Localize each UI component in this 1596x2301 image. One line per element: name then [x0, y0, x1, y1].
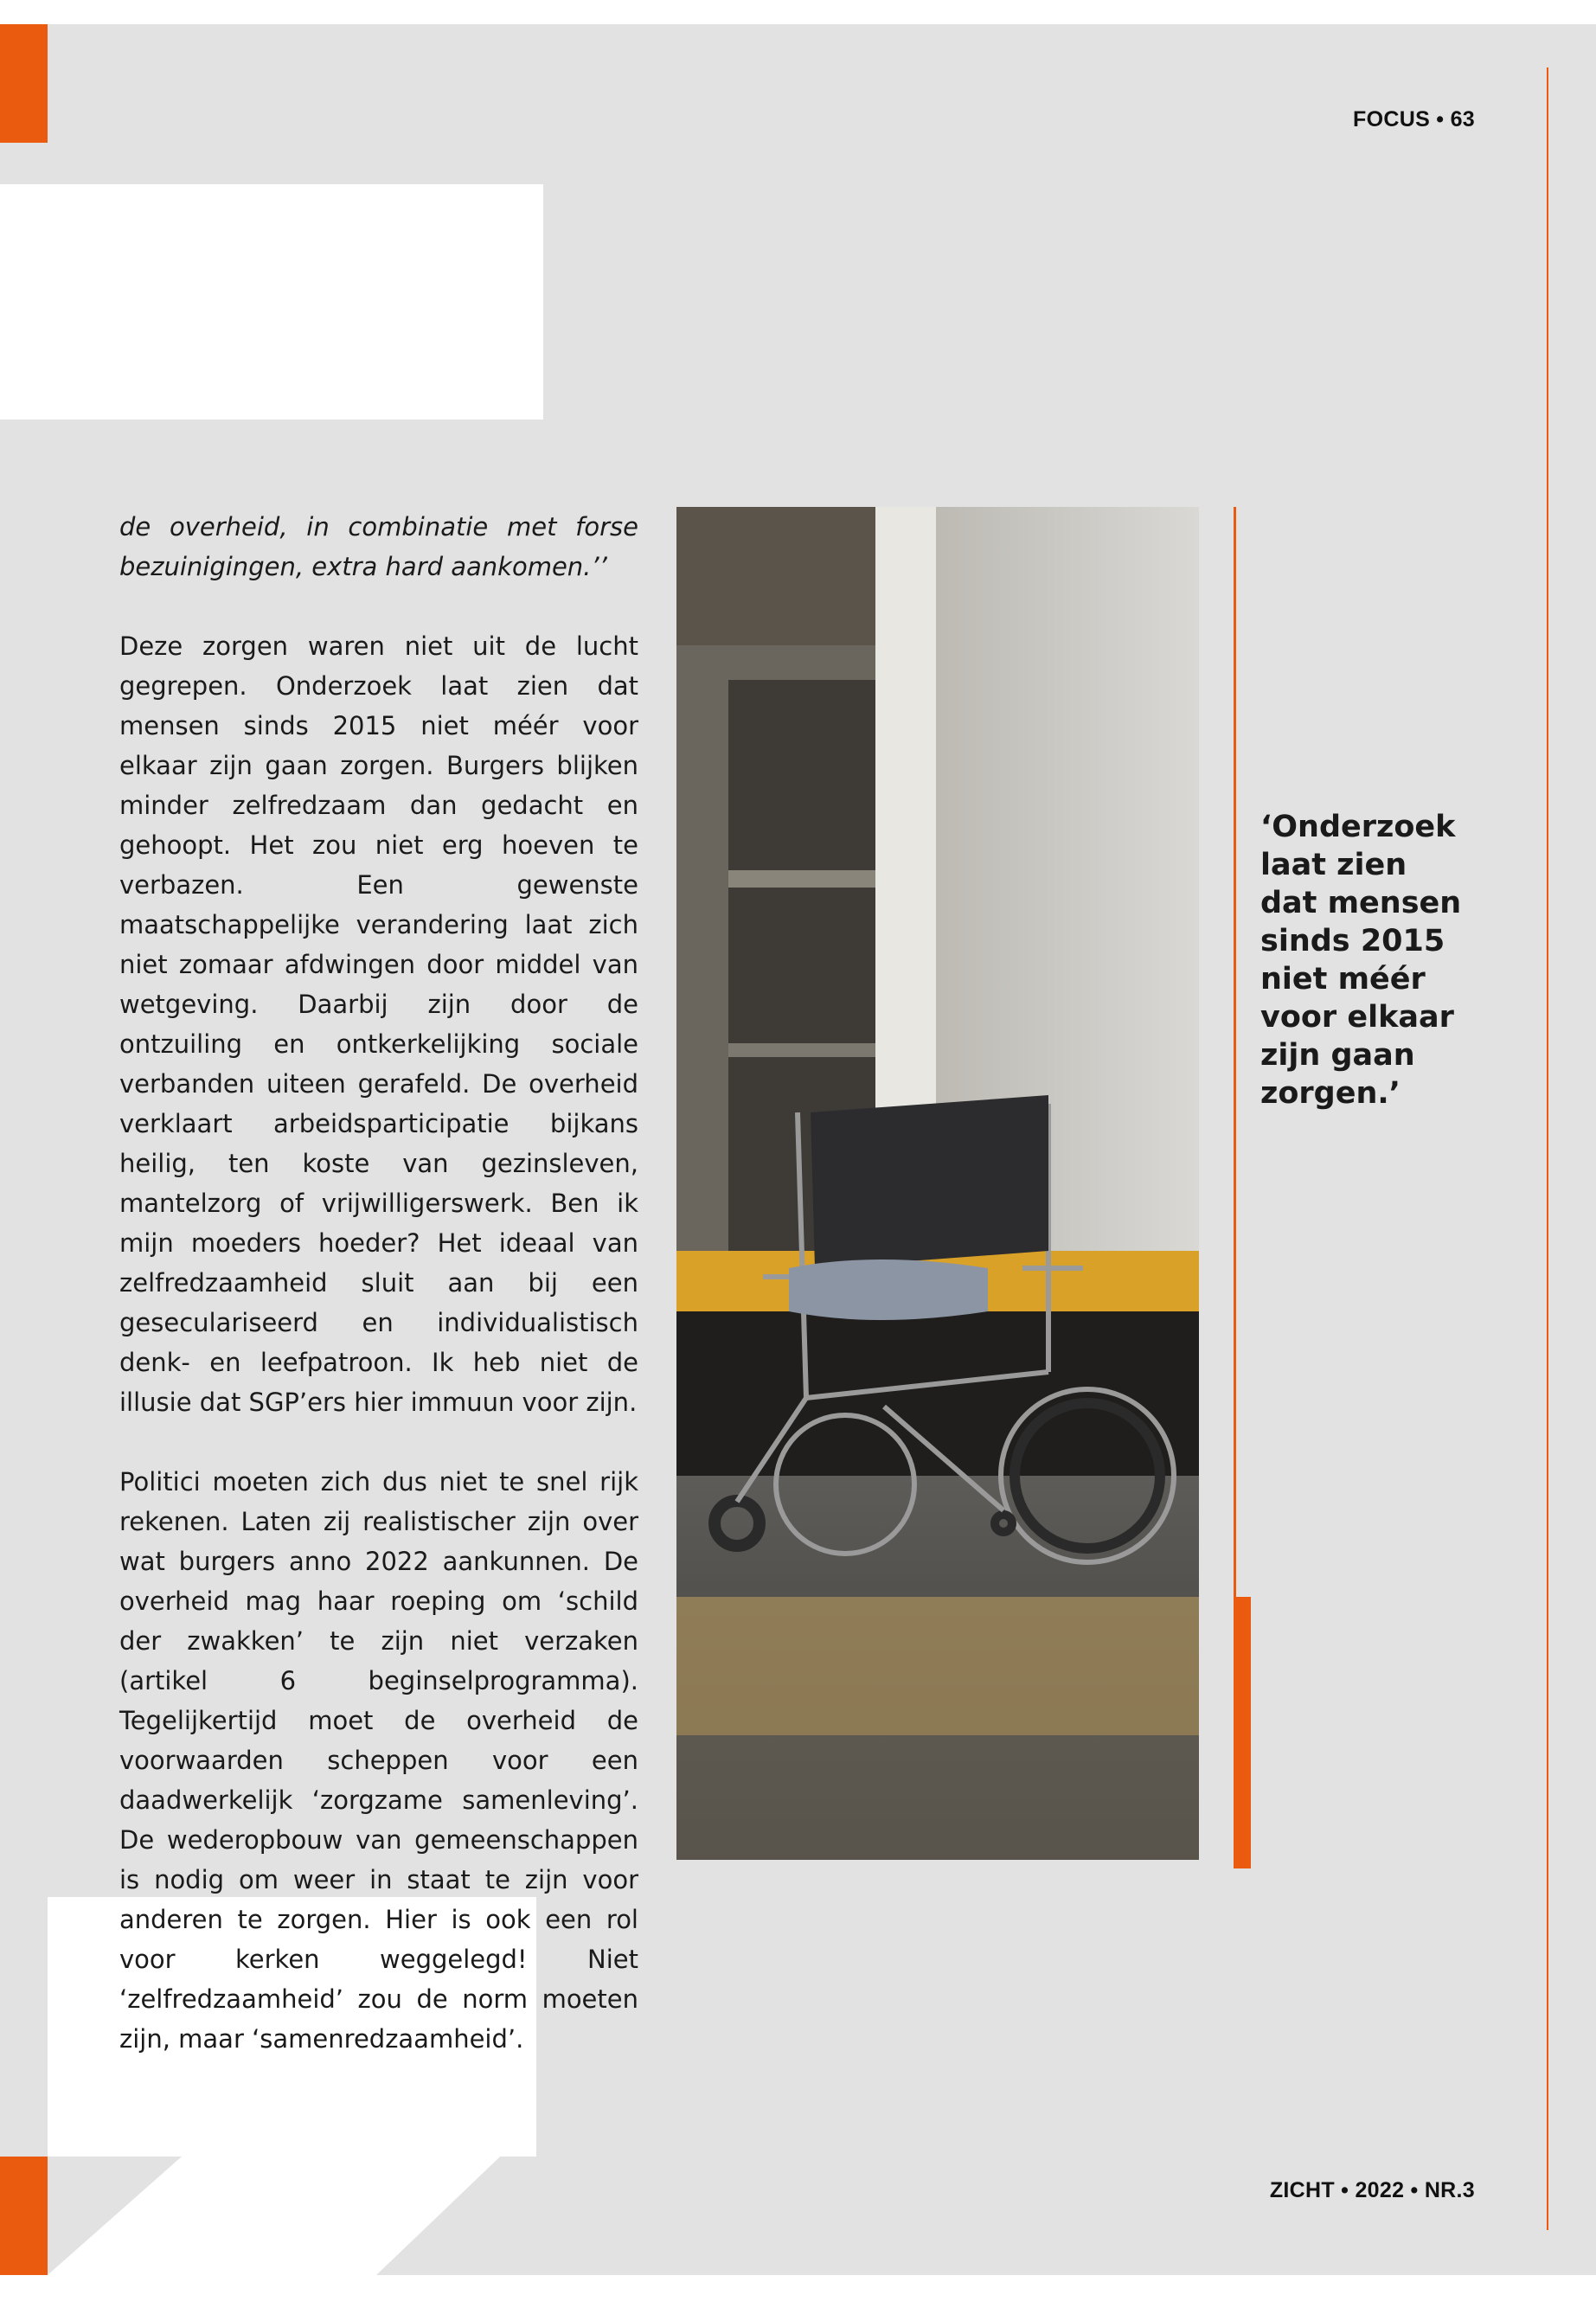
wheelchair-photo	[676, 507, 1199, 1860]
running-footer: ZICHT • 2022 • NR.3	[1269, 2178, 1475, 2202]
pull-quote-line: sinds 2015	[1260, 924, 1445, 958]
article-paragraph: de overheid, in combinatie met forse bezuinigingen, extra hard aankomen.’’	[119, 512, 638, 581]
pull-quote-line: zijn gaan	[1260, 1038, 1415, 1073]
pull-quote-line: zorgen.’	[1260, 1076, 1401, 1111]
article-body	[119, 507, 638, 2099]
wheelchair-illustration	[676, 507, 1199, 1860]
magazine-page	[0, 24, 1596, 2275]
article-paragraph: Politici moeten zich dus niet te snel rijk rekenen. Laten zij realistischer zijn over wat burgers anno 2022 aankunnen. De overheid mag haar roeping om ‘schild der zwakken’ te zijn niet verzaken (artikel 6 beginselprogramma). Tegelijkertijd moet de overheid de voorwaarden scheppen voor een daadwerkelijk ‘zorgzame samenleving’. De wederopbouw van gemeenschappen is nodig om weer in staat te zijn voor anderen te zorgen. Hier is ook een rol voor kerken weggelegd! Niet ‘zelfredzaamheid’ zou de norm moeten zijn, maar ‘samenredzaamheid’.	[119, 1467, 638, 2054]
pull-quote	[1260, 808, 1485, 1112]
margin-rule	[1547, 67, 1548, 2230]
quote-rule	[1234, 507, 1236, 1772]
article-paragraph: Deze zorgen waren niet uit de lucht gegrepen. Onderzoek laat zien dat mensen sinds 2015 niet méér voor elkaar zijn gaan zorgen. Burgers blijken minder zelfredzaam dan gedacht en gehoopt. Het zou niet erg hoeven te verbazen. Een gewenste maatschappelijke verandering laat zich niet zomaar afdwingen door middel van wetgeving. Daarbij zijn door de ontzuiling en ontkerkelijking sociale verbanden uiteen gerafeld. De overheid verklaart arbeidsparticipatie bijkans heilig, ten koste van gezinsleven, mantelzorg of vrijwilligerswerk. Ben ik mijn moeders hoeder? Het ideaal van zelfredzaamheid sluit aan bij een geseculariseerd en individualistisch denk- en leefpatroon. Ik heb niet de illusie dat SGP’ers hier immuun voor zijn.	[119, 631, 638, 1417]
orange-tab-top	[0, 24, 48, 143]
pull-quote-line: voor elkaar	[1260, 1000, 1454, 1035]
orange-tab-bottom	[0, 2157, 48, 2275]
quote-rule-accent	[1234, 1597, 1251, 1868]
pull-quote-line: dat mensen	[1260, 886, 1462, 920]
white-block-top	[0, 184, 543, 420]
pull-quote-line: ‘Onderzoek	[1260, 810, 1456, 844]
pull-quote-line: laat zien	[1260, 848, 1407, 882]
running-header: FOCUS • 63	[1353, 107, 1475, 131]
pull-quote-line: niet méér	[1260, 962, 1426, 997]
